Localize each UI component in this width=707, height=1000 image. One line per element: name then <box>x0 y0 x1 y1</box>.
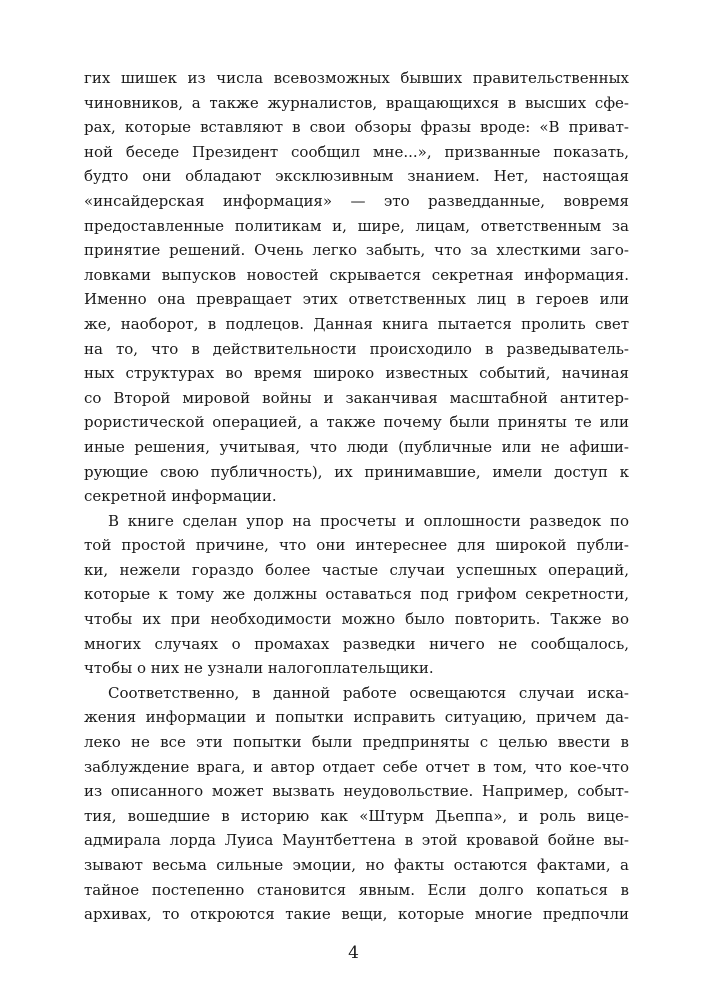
text-line: зывают весьма сильные эмоции, но факты остаются фактами, а <box>84 856 629 874</box>
text-line: Именно она превращает этих ответственных лиц в героев или <box>84 290 629 309</box>
text-line: ки, нежели гораздо более частые случаи успешных операций, <box>84 560 629 579</box>
page-number: 4 <box>348 943 359 963</box>
text-line: чтобы о них не узнали налогоплательщики. <box>84 659 434 678</box>
text-line: заблуждение врага, и автор отдает себе отчет в том, что кое-что <box>84 757 629 776</box>
text-line: из описанного может вызвать неудовольствие. Например, событ- <box>84 782 629 801</box>
text-line: той простой причине, что они интереснее для широкой публи- <box>84 536 629 555</box>
paragraph <box>84 66 629 509</box>
text-line: будто они обладают эксклюзивным знанием. Нет, настоящая <box>84 167 629 186</box>
text-line: жения информации и попытки исправить ситуацию, причем да- <box>84 708 629 727</box>
text-line: принятие решений. Очень легко забыть, что за хлесткими заго- <box>84 241 629 260</box>
text-line: рористической операцией, а также почему были приняты те или <box>84 413 629 432</box>
text-line: тия, вошедшие в историю как «Штурм Дьеппа», и роль вице- <box>84 806 629 825</box>
text-line: ловками выпусков новостей скрывается секретная информация. <box>84 265 629 284</box>
text-line: иные решения, учитывая, что люди (публичные или не афиши- <box>84 437 629 456</box>
text-line: ной беседе Президент сообщил мне...», призванные показать, <box>84 142 629 161</box>
text-line: ных структурах во время широко известных событий, начиная <box>84 364 629 383</box>
text-line: чиновников, а также журналистов, вращающихся в высших сфе- <box>84 93 629 112</box>
text-line: рующие свою публичность), их принимавшие, имели доступ к <box>84 462 629 481</box>
body-text <box>84 66 629 927</box>
text-line: которые к тому же должны оставаться под грифом секретности, <box>84 585 629 604</box>
text-line: со Второй мировой войны и заканчивая масштабной антитер- <box>84 388 629 407</box>
text-line: предоставленные политикам и, шире, лицам, ответственным за <box>84 216 629 235</box>
text-line: Соответственно, в данной работе освещаются случаи иска- <box>108 683 629 702</box>
paragraph <box>84 681 629 927</box>
text-line: леко не все эти попытки были предприняты с целью ввести в <box>84 733 629 752</box>
text-line: архивах, то откроются такие вещи, которые многие предпочли <box>84 905 629 924</box>
text-line: адмирала лорда Луиса Маунтбеттена в этой кровавой бойне вы- <box>84 831 629 850</box>
text-line: на то, что в действительности происходило в разведыватель- <box>84 339 629 358</box>
text-line: чтобы их при необходимости можно было повторить. Также во <box>84 610 629 629</box>
text-line: тайное постепенно становится явным. Если долго копаться в <box>84 880 629 899</box>
text-line: рах, которые вставляют в свои обзоры фразы вроде: «В приват- <box>84 118 629 137</box>
text-line: В книге сделан упор на просчеты и оплошности разведок по <box>108 511 629 530</box>
text-line: гих шишек из числа всевозможных бывших правительственных <box>84 69 629 87</box>
text-line: «инсайдерская информация» — это разведданные, вовремя <box>84 191 629 210</box>
text-line: секретной информации. <box>84 487 277 506</box>
paragraph <box>84 509 629 681</box>
text-line: же, наоборот, в подлецов. Данная книга пытается пролить свет <box>84 314 629 333</box>
text-line: многих случаях о промахах разведки ничего не сообщалось, <box>84 634 629 653</box>
